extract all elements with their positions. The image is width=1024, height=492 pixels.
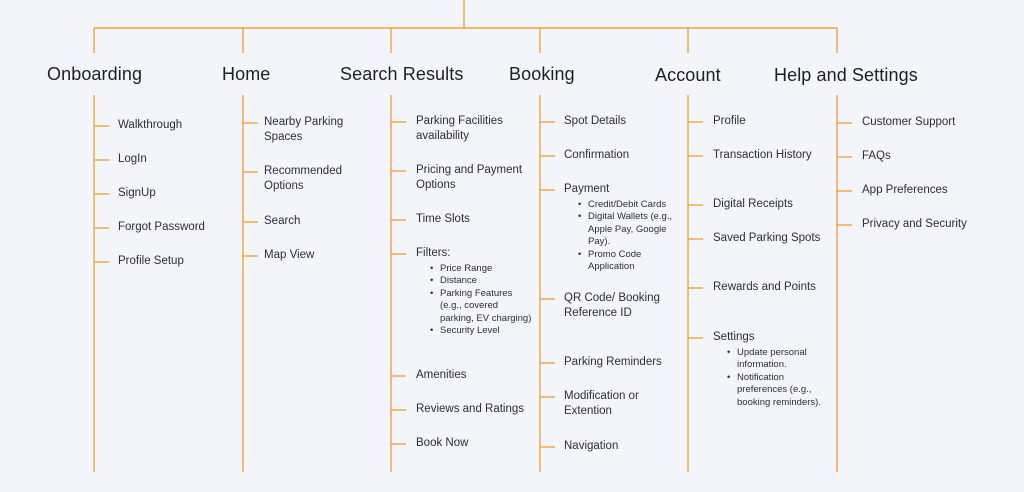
node-amenities (416, 368, 534, 383)
node-map-view (264, 248, 382, 263)
node-label: Parking Reminders (564, 356, 662, 368)
node-payment (564, 182, 682, 273)
node-parking-reminders (564, 355, 682, 370)
node-settings (713, 330, 831, 409)
node-label: Customer Support (862, 116, 956, 128)
sub-list-item: • Promo Code Application (578, 249, 682, 274)
column-header-account: Account (655, 65, 721, 85)
node-filters (416, 246, 534, 337)
column-header-home: Home (222, 64, 271, 84)
column-header-search-results: Search Results (340, 64, 464, 84)
node-label: Time Slots (416, 213, 470, 225)
node-label: Nearby Parking Spaces (264, 116, 344, 143)
node-profile (713, 114, 831, 129)
node-saved-parking-spots (713, 231, 831, 246)
node-parking-facilities-availability (416, 114, 534, 144)
node-label: Profile (713, 115, 746, 127)
node-customer-support (862, 115, 980, 130)
node-transaction-history (713, 148, 831, 163)
node-app-preferences (862, 183, 980, 198)
node-label: Settings (713, 331, 755, 343)
node-label: Navigation (564, 440, 619, 452)
node-label: Forgot Password (118, 221, 205, 233)
node-label: Rewards and Points (713, 281, 816, 293)
node-label: Confirmation (564, 149, 630, 161)
node-label: FAQs (862, 150, 891, 162)
node-recommended-options (264, 164, 382, 194)
node-nearby-parking-spaces (264, 115, 382, 145)
sub-list-item: • Credit/Debit Cards (578, 199, 682, 211)
node-label: Filters: (416, 247, 451, 259)
node-pricing-and-payment-options (416, 163, 534, 193)
node-reviews-and-ratings (416, 402, 534, 417)
column-header-onboarding: Onboarding (47, 64, 143, 84)
node-label: Search (264, 215, 301, 227)
node-label: Transaction History (713, 149, 812, 161)
sub-list-item: • Parking Features (e.g., covered parking, EV charging) (430, 288, 534, 325)
node-label: SignUp (118, 187, 156, 199)
node-label: Payment (564, 183, 610, 195)
sub-list (416, 263, 534, 337)
sub-list-item: • Distance (430, 275, 534, 287)
node-label: Reviews and Ratings (416, 403, 525, 415)
node-book-now (416, 436, 534, 451)
node-privacy-and-security (862, 217, 980, 232)
node-signup (118, 186, 236, 201)
sub-list (713, 347, 831, 409)
node-label: Digital Receipts (713, 198, 793, 210)
node-label: Map View (264, 249, 315, 261)
node-label: LogIn (118, 153, 147, 165)
node-label: Profile Setup (118, 255, 184, 267)
column-header-help-and-settings: Help and Settings (774, 65, 918, 85)
sub-list-item: • Update personal information. (727, 347, 831, 372)
node-label: Recommended Options (264, 165, 342, 192)
node-label: Modification or Extention (564, 390, 639, 417)
node-label: Pricing and Payment Options (416, 164, 523, 191)
node-modification-or-extention (564, 389, 682, 419)
sub-list-item: • Notification preferences (e.g., booking reminders). (727, 372, 831, 409)
sub-list-item: • Price Range (430, 263, 534, 275)
node-label: Book Now (416, 437, 469, 449)
node-label: Amenities (416, 369, 467, 381)
node-digital-receipts (713, 197, 831, 212)
node-profile-setup (118, 254, 236, 269)
node-confirmation (564, 148, 682, 163)
node-login (118, 152, 236, 167)
node-label: Walkthrough (118, 119, 183, 131)
sub-list (564, 199, 682, 273)
node-label: Privacy and Security (862, 218, 967, 230)
node-navigation (564, 439, 682, 454)
node-search (264, 214, 382, 229)
sub-list-item: • Security Level (430, 325, 534, 337)
node-forgot-password (118, 220, 236, 235)
column-header-booking: Booking (509, 64, 575, 84)
node-label: QR Code/ Booking Reference ID (564, 292, 660, 319)
node-label: App Preferences (862, 184, 948, 196)
node-walkthrough (118, 118, 236, 133)
node-qr-code-booking-reference-id (564, 291, 682, 321)
node-label: Spot Details (564, 115, 627, 127)
node-time-slots (416, 212, 534, 227)
node-spot-details (564, 114, 682, 129)
node-faqs (862, 149, 980, 164)
sub-list-item: • Digital Wallets (e.g., Apple Pay, Google Pay). (578, 211, 682, 248)
node-rewards-and-points (713, 280, 831, 295)
node-label: Saved Parking Spots (713, 232, 821, 244)
node-label: Parking Facilities availability (416, 115, 503, 142)
